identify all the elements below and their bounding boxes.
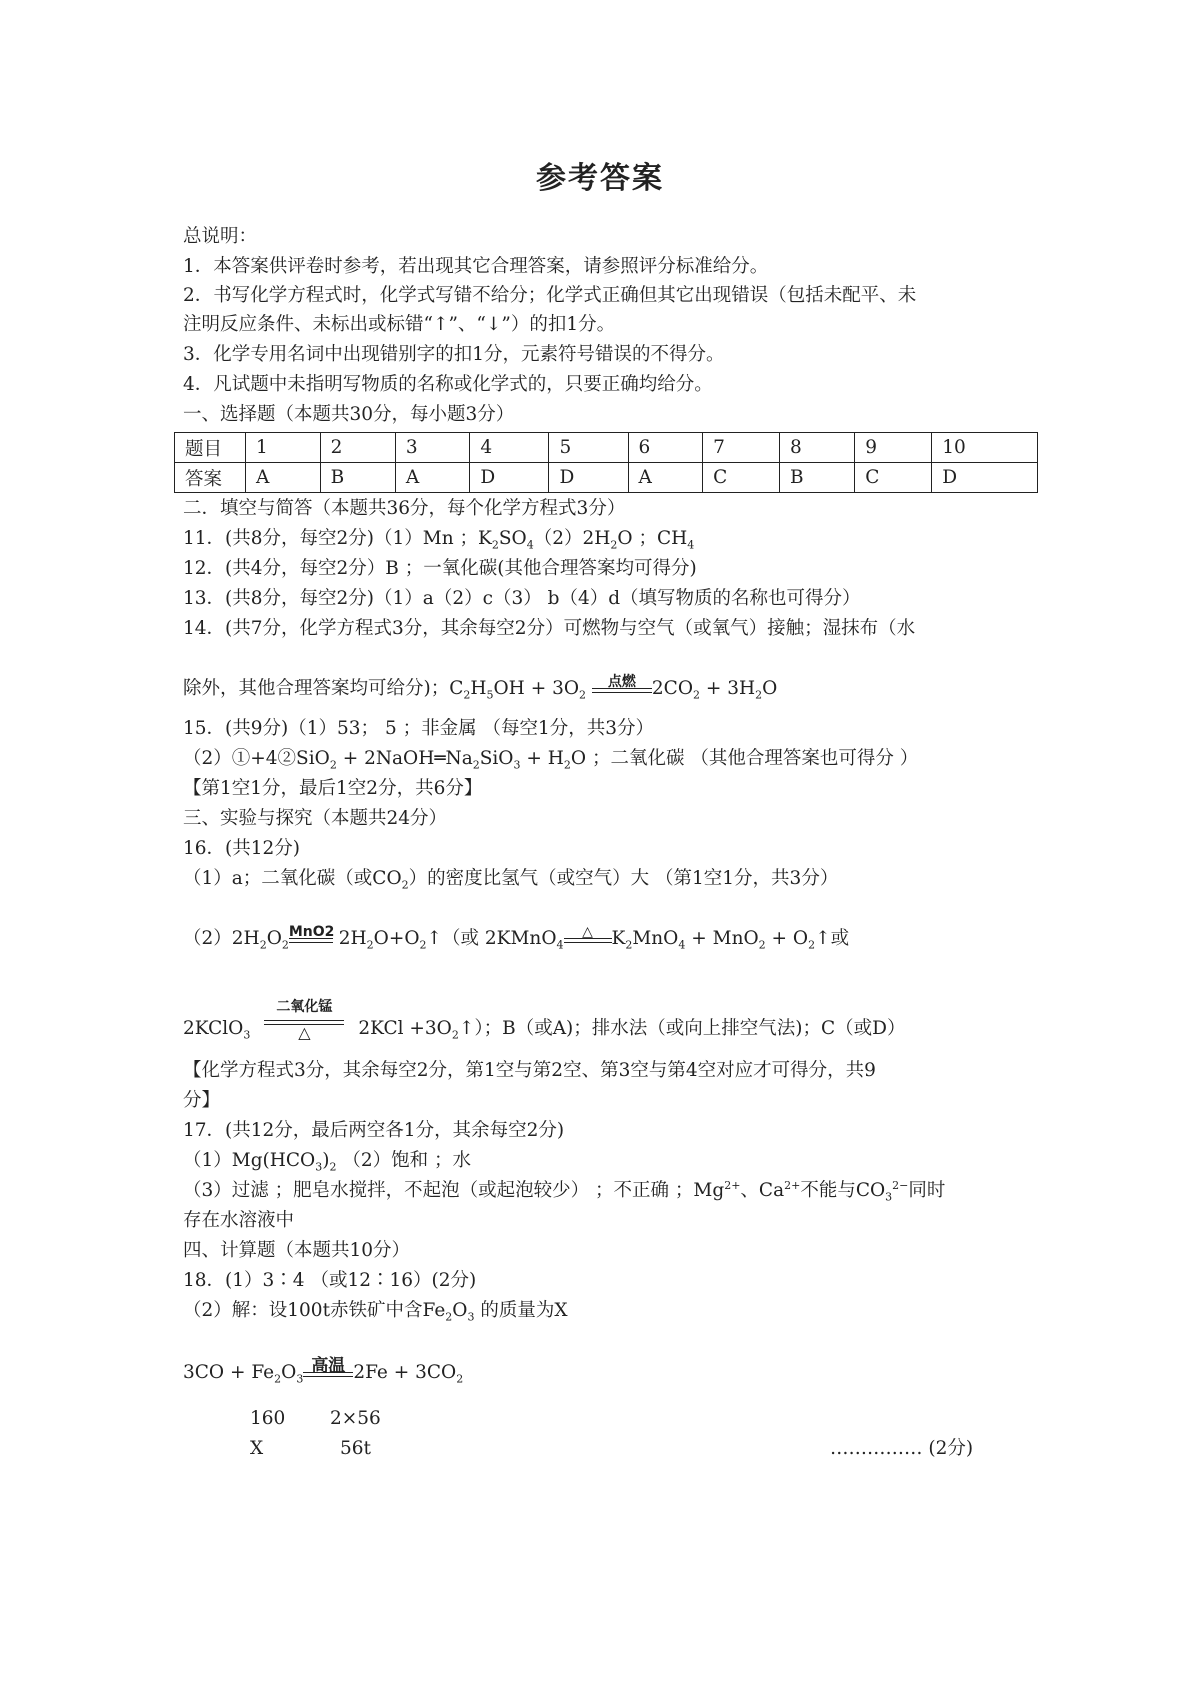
table-cell: 3: [395, 433, 470, 463]
table-cell: 4: [470, 433, 549, 463]
general-heading: 总说明：: [183, 226, 258, 247]
section4-heading: 四、计算题（本题共10分）: [183, 1240, 411, 1261]
q16-note-line2: 分】: [183, 1090, 221, 1111]
general-item-2: 2．书写化学方程式时，化学式写错不给分；化学式正确但其它出现错误（包括未配平、未: [183, 285, 917, 306]
q16-part1: （1）a；二氧化碳（或$CO_2$）的密度比氢气（或空气）大 （第1空1分，共3分）: [183, 868, 839, 892]
page-title: 参考答案: [536, 161, 664, 196]
table-cell: 8: [780, 433, 855, 463]
q18-part1: 18．(1）3∶4 （或12∶16）(2分): [183, 1270, 477, 1291]
q17-part1: $(1)Mg(HCO_3)_2$ （2）饱和 ；水: [183, 1150, 471, 1174]
q13-answer: 13．(共8分，每空2分)（1）a（2）c（3） b（4）d（填写物质的名称也可得分）: [183, 588, 861, 609]
table-cell: 7: [703, 433, 780, 463]
q12-answer: 12．(共4分，每空2分）B ；一氧化碳(其他合理答案均可得分): [183, 558, 697, 579]
table-cell: C: [703, 463, 780, 493]
calc-row1-b: 2×56: [330, 1408, 381, 1429]
section1-heading: 一、选择题（本题共30分，每小题3分）: [183, 404, 515, 425]
q18-part2: （2）解：设100t赤铁矿中含$Fe_2O_3$ 的质量为X: [183, 1300, 568, 1324]
table-cell: C: [855, 463, 932, 493]
q14-line2: 除外，其他合理答案均可给分)；$C_2H_5OH + 3O_2$ 点燃 $2CO_2 + 3H_2O$: [183, 674, 778, 702]
section2-heading: 二．填空与简答（本题共36分，每个化学方程式3分）: [183, 498, 626, 519]
q16-part3: 2KClO$_3$ 二氧化锰 △ $2KCl +3O_2↑$）；B（或A)；排水法（或向上排空气法)；C（或D）: [183, 999, 906, 1042]
table-cell: 10: [932, 433, 1038, 463]
table-cell: B: [320, 463, 395, 493]
table-cell: D: [470, 463, 549, 493]
answer-table: [174, 432, 1038, 493]
table-cell: 2: [320, 433, 395, 463]
table-cell: 5: [549, 433, 628, 463]
q18-equation: $3CO + Fe_2O_3$ 高温 $2Fe + 3CO_2$: [183, 1356, 464, 1386]
q11-answer: 11．(共8分，每空2分)（1）Mn ；$K_2SO_4(2)2H_2O$ ；$CH_4$: [183, 528, 695, 552]
table-row-label: 题目: [175, 433, 246, 463]
table-cell: D: [932, 463, 1038, 493]
q16-head: 16．(共12分): [183, 838, 301, 859]
calc-score: …………… (2分): [830, 1438, 974, 1459]
general-item-4: 4．凡试题中未指明写物质的名称或化学式的，只要正确均给分。: [183, 374, 713, 395]
general-item-2-cont: 注明反应条件、未标出或标错“↑”、“↓”）的扣1分。: [183, 314, 616, 335]
q15-line3: 【第1空1分，最后1空2分，共6分】: [183, 778, 483, 799]
q15-line2: （2）①+4②SiO$_2$ + $2NaOH═Na_2SiO_3 + H_2O$ ；二氧化碳 （其他合理答案也可得分 ）: [183, 748, 919, 772]
calc-row2-a: X: [250, 1438, 264, 1459]
table-row-answers: [175, 463, 1038, 493]
general-item-1: 1．本答案供评卷时参考，若出现其它合理答案，请参照评分标准给分。: [183, 256, 769, 277]
calc-row1-a: 160: [250, 1408, 286, 1429]
table-cell: A: [628, 463, 703, 493]
q17-head: 17．(共12分，最后两空各1分，其余每空2分): [183, 1120, 565, 1141]
q15-line1: 15．(共9分)（1）53； 5 ；非金属 （每空1分，共3分）: [183, 718, 655, 739]
general-item-3: 3．化学专用名词中出现错别字的扣1分，元素符号错误的不得分。: [183, 344, 725, 365]
table-row-numbers: [175, 433, 1038, 463]
q16-note-line1: 【化学方程式3分，其余每空2分，第1空与第2空、第3空与第4空对应才可得分，共9: [183, 1060, 876, 1081]
table-cell: A: [246, 463, 321, 493]
table-cell: D: [549, 463, 628, 493]
table-row-label: 答案: [175, 463, 246, 493]
calc-row2-b: 56t: [340, 1438, 371, 1459]
table-cell: 6: [628, 433, 703, 463]
q17-part3-cont: 存在水溶液中: [183, 1210, 295, 1231]
q17-part3: （3）过滤 ；肥皂水搅拌，不起泡（或起泡较少） ；不正确 ；$Mg^{2+}$、$Ca^{2+}$不能与$CO_3^{2-}$同时: [183, 1178, 946, 1204]
table-cell: A: [395, 463, 470, 493]
q14-line1: 14．(共7分，化学方程式3分，其余每空2分）可燃物与空气（或氧气）接触；湿抹布（水: [183, 618, 916, 639]
table-cell: B: [780, 463, 855, 493]
q16-part2: $(2)2H_2O_2$ MnO2 $2H_2O+O_2↑$（或 2KMnO$_4$ △ $K_2MnO_4 + MnO_2$ + $O_2↑$或: [183, 924, 850, 952]
table-cell: 1: [246, 433, 321, 463]
section3-heading: 三、实验与探究（本题共24分）: [183, 808, 448, 829]
table-cell: 9: [855, 433, 932, 463]
